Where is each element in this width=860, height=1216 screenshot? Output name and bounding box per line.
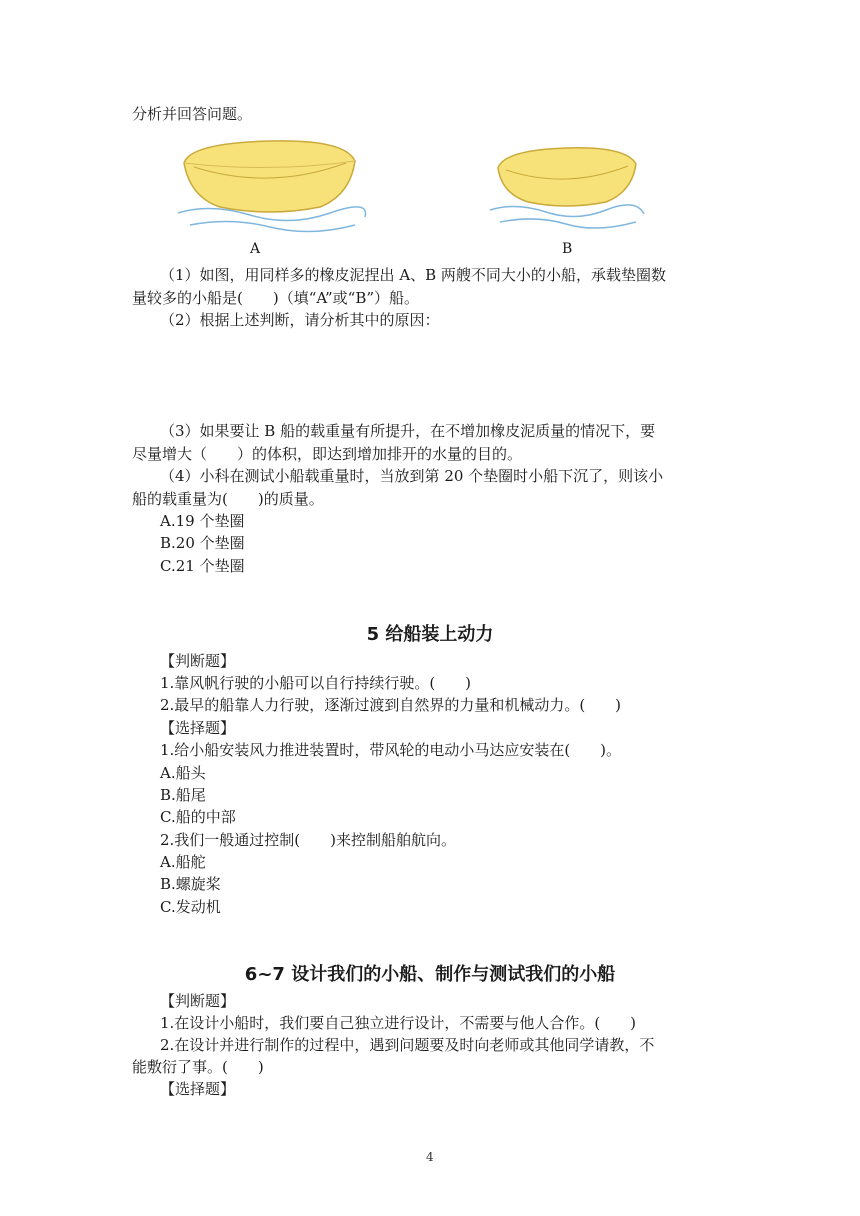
- intro-text: 分析并回答问题。: [132, 105, 253, 123]
- q2-text: （2）根据上述判断，请分析其中的原因：: [160, 311, 440, 329]
- q4-line2: 船的载重量为( )的质量。: [132, 490, 324, 508]
- section67-judge-1: 1.在设计小船时，我们要自己独立进行设计，不需要与他人合作。( ): [160, 1014, 637, 1032]
- section5-judge-header: 【判断题】: [160, 652, 236, 670]
- section5-c2-option-a: A.船舵: [160, 853, 206, 871]
- section5-judge-1: 1.靠风帆行驶的小船可以自行持续行驶。( ): [160, 674, 472, 692]
- boat-b-image: [486, 140, 646, 230]
- section5-choice-1: 1.给小船安装风力推进装置时，带风轮的电动小马达应安装在( )。: [160, 741, 622, 759]
- page-number: 4: [426, 1150, 434, 1164]
- q1-line2: 量较多的小船是( )（填“A”或“B”）船。: [132, 289, 420, 307]
- boat-a-image: [170, 133, 370, 233]
- boat-a-label: A: [250, 241, 261, 257]
- section67-judge-2-line1: 2.在设计并进行制作的过程中，遇到问题要及时向老师或其他同学请教，不: [160, 1036, 655, 1054]
- section67-judge-2-line2: 能敷衍了事。( ): [132, 1058, 264, 1076]
- section67-choice-header: 【选择题】: [160, 1080, 236, 1098]
- section5-title: 5 给船装上动力: [366, 624, 494, 645]
- q4-option-c: C.21 个垫圈: [160, 557, 245, 575]
- section67-judge-header: 【判断题】: [160, 992, 236, 1010]
- q4-option-b: B.20 个垫圈: [160, 534, 245, 552]
- section5-choice-header: 【选择题】: [160, 719, 236, 737]
- q4-option-a: A.19 个垫圈: [160, 512, 245, 530]
- q3-line2: 尽量增大（ ）的体积，即达到增加排开的水量的目的。: [132, 445, 523, 463]
- section67-title: 6~7 设计我们的小船、制作与测试我们的小船: [244, 964, 616, 985]
- section5-c1-option-a: A.船头: [160, 764, 206, 782]
- q4-line1: （4）小科在测试小船载重量时，当放到第 20 个垫圈时小船下沉了，则该小: [160, 467, 664, 485]
- boat-b-label: B: [562, 241, 573, 257]
- q3-line1: （3）如果要让 B 船的载重量有所提升，在不增加橡皮泥质量的情况下，要: [160, 422, 656, 440]
- section5-c1-option-b: B.船尾: [160, 786, 206, 804]
- section5-choice-2: 2.我们一般通过控制( )来控制船舶航向。: [160, 831, 457, 849]
- q1-line1: （1）如图，用同样多的橡皮泥捏出 A、B 两艘不同大小的小船，承载垫圈数: [160, 266, 666, 284]
- section5-c2-option-b: B.螺旋桨: [160, 875, 221, 893]
- section5-c1-option-c: C.船的中部: [160, 808, 236, 826]
- section5-judge-2: 2.最早的船靠人力行驶，逐渐过渡到自然界的力量和机械动力。( ): [160, 696, 622, 714]
- section5-c2-option-c: C.发动机: [160, 898, 221, 916]
